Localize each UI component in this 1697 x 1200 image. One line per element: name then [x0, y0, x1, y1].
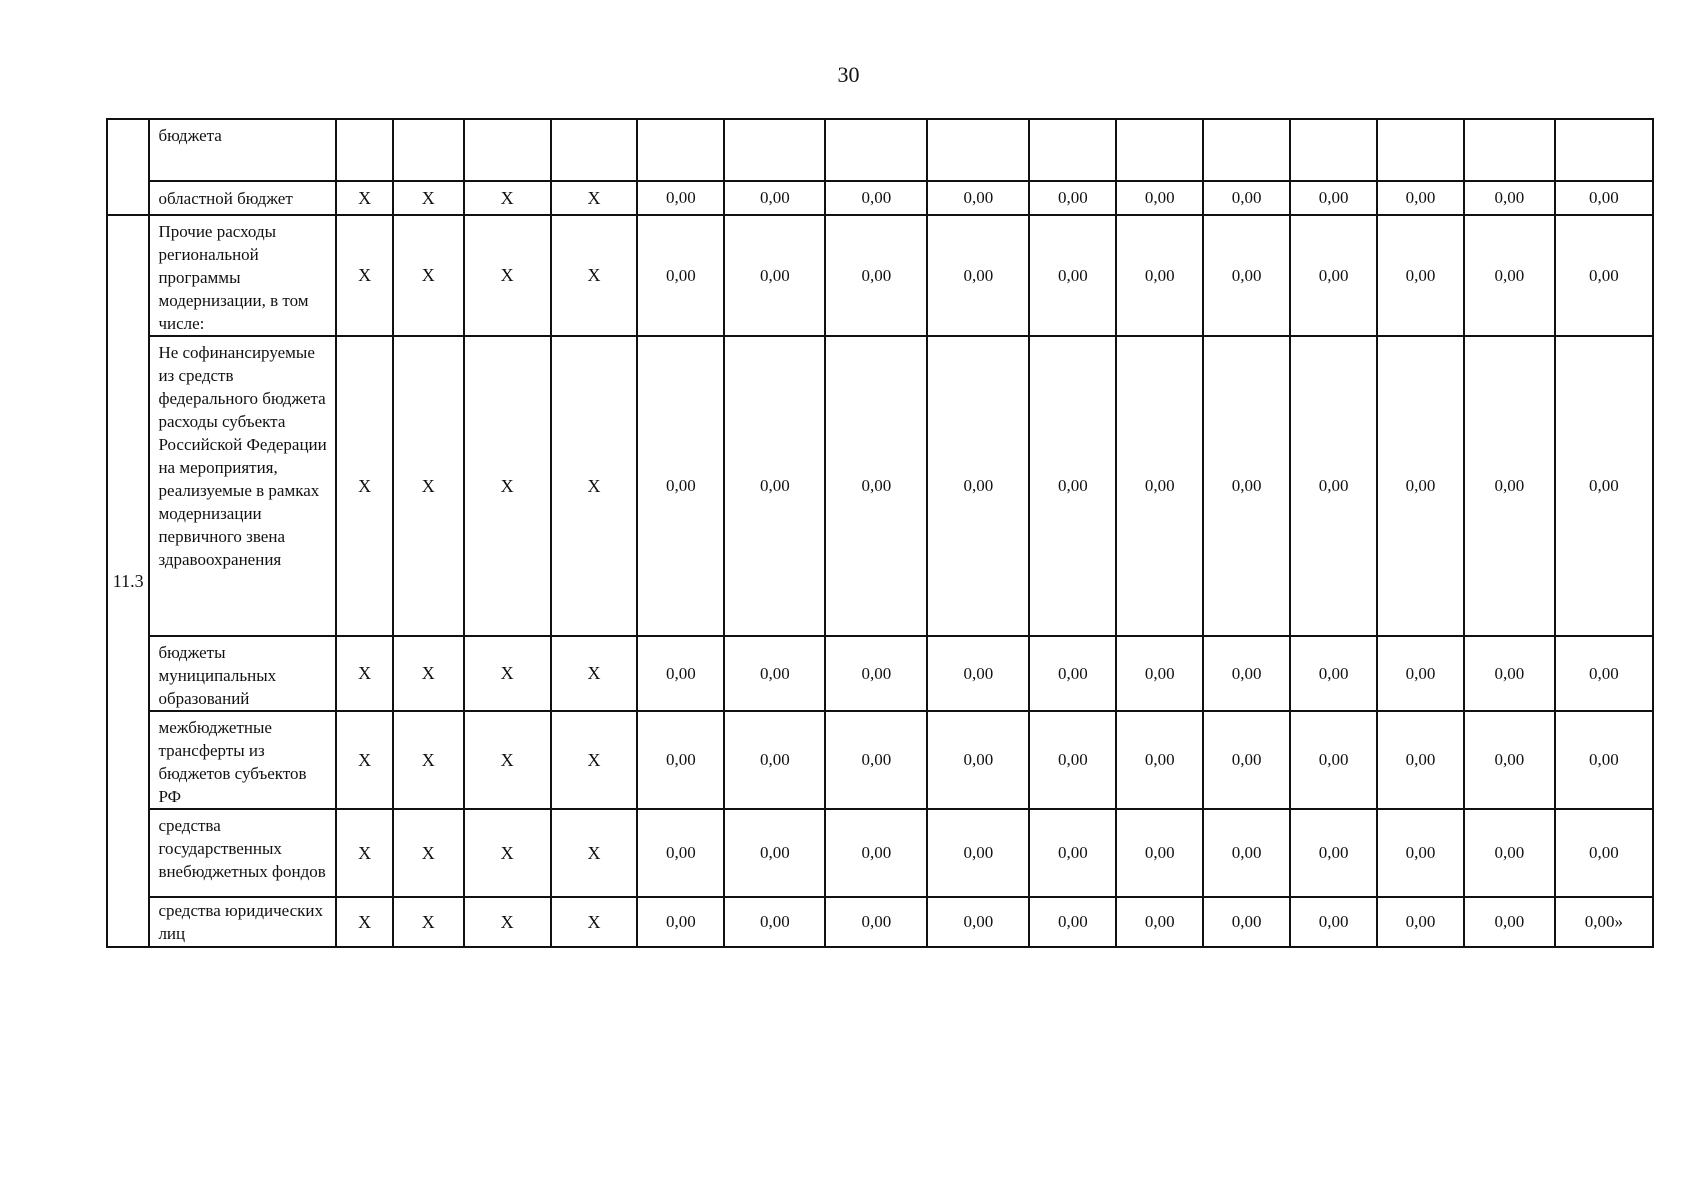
value-cell: 0,00: [1116, 711, 1203, 809]
value-cell: 0,00: [1555, 636, 1653, 711]
value-cell: 0,00: [1029, 711, 1116, 809]
value-cell: 0,00: [927, 636, 1029, 711]
value-cell: 0,00: [724, 809, 825, 897]
value-cell: 0,00: [927, 181, 1029, 215]
value-cell: 0,00: [1029, 336, 1116, 636]
value-cell: 0,00: [1203, 636, 1290, 711]
value-cell: 0,00: [724, 897, 825, 947]
value-cell: 0,00: [637, 636, 724, 711]
value-cell: 0,00: [1116, 897, 1203, 947]
value-cell: 0,00: [724, 636, 825, 711]
value-cell: 0,00: [1029, 809, 1116, 897]
table-row: [107, 636, 1653, 711]
value-cell: 0,00: [1203, 897, 1290, 947]
value-cell: 0,00: [1464, 215, 1555, 336]
value-cell: 0,00: [825, 181, 927, 215]
row-label: средства государственных внебюджетных фондов: [149, 809, 336, 897]
value-cell: 0,00: [1029, 215, 1116, 336]
empty-cell: [1290, 119, 1377, 181]
row-label: Не софинансируемые из средств федерального бюджета расходы субъекта Российской Федерации на мероприятия, реализуемые в рамках модернизации первичного звена здравоохранения: [149, 336, 336, 636]
table-row: [107, 336, 1653, 636]
value-cell: 0,00: [637, 897, 724, 947]
table-row: [107, 119, 1653, 181]
value-cell: 0,00: [927, 897, 1029, 947]
value-cell: 0,00: [1203, 215, 1290, 336]
x-mark-cell: X: [464, 809, 551, 897]
value-cell: 0,00: [927, 215, 1029, 336]
row-label: межбюджетные трансферты из бюджетов субъектов РФ: [149, 711, 336, 809]
value-cell: 0,00: [1116, 181, 1203, 215]
x-mark-cell: X: [393, 711, 464, 809]
row-label: средства юридических лиц: [149, 897, 336, 947]
x-mark-cell: X: [464, 215, 551, 336]
empty-cell: [724, 119, 825, 181]
row-label: Прочие расходы региональной программы модернизации, в том числе:: [149, 215, 336, 336]
x-mark-cell: X: [393, 809, 464, 897]
x-mark-cell: X: [464, 181, 551, 215]
value-cell: 0,00: [1203, 809, 1290, 897]
value-cell: 0,00: [825, 711, 927, 809]
value-cell: 0,00: [1377, 215, 1464, 336]
empty-cell: [927, 119, 1029, 181]
x-mark-cell: X: [551, 636, 638, 711]
empty-cell: [637, 119, 724, 181]
table-row: [107, 215, 1653, 336]
value-cell: 0,00: [1464, 181, 1555, 215]
value-cell: 0,00: [1290, 636, 1377, 711]
empty-cell: [464, 119, 551, 181]
value-cell: 0,00: [1555, 215, 1653, 336]
x-mark-cell: X: [336, 336, 393, 636]
value-cell: 0,00: [1464, 336, 1555, 636]
value-cell: 0,00: [1377, 336, 1464, 636]
value-cell: 0,00: [1290, 897, 1377, 947]
x-mark-cell: X: [336, 897, 393, 947]
empty-cell: [1464, 119, 1555, 181]
value-cell: 0,00: [637, 181, 724, 215]
x-mark-cell: X: [551, 215, 638, 336]
row-number: 11.3: [107, 215, 149, 947]
table-row: [107, 711, 1653, 809]
value-cell: 0,00: [825, 809, 927, 897]
empty-cell: [1377, 119, 1464, 181]
value-cell: 0,00: [637, 336, 724, 636]
x-mark-cell: X: [551, 711, 638, 809]
table-row: [107, 897, 1653, 947]
value-cell: 0,00: [1029, 897, 1116, 947]
x-mark-cell: X: [464, 636, 551, 711]
value-cell: 0,00: [825, 897, 927, 947]
value-cell: 0,00: [927, 711, 1029, 809]
value-cell: 0,00: [825, 215, 927, 336]
empty-cell: [825, 119, 927, 181]
value-cell: 0,00: [724, 336, 825, 636]
value-cell: 0,00: [1377, 181, 1464, 215]
empty-cell: [336, 119, 393, 181]
table-row: [107, 181, 1653, 215]
value-cell: 0,00: [724, 711, 825, 809]
x-mark-cell: X: [336, 711, 393, 809]
x-mark-cell: X: [336, 636, 393, 711]
value-cell: 0,00: [1464, 809, 1555, 897]
value-cell: 0,00: [724, 181, 825, 215]
x-mark-cell: X: [464, 711, 551, 809]
empty-cell: [393, 119, 464, 181]
table-row: [107, 809, 1653, 897]
value-cell: 0,00: [1203, 336, 1290, 636]
row-number-cell: [107, 119, 149, 215]
value-cell: 0,00: [1290, 336, 1377, 636]
value-cell: 0,00: [1290, 215, 1377, 336]
x-mark-cell: X: [393, 215, 464, 336]
x-mark-cell: X: [393, 897, 464, 947]
empty-cell: [551, 119, 638, 181]
value-cell: 0,00: [1116, 215, 1203, 336]
x-mark-cell: X: [393, 181, 464, 215]
value-cell: 0,00: [1029, 181, 1116, 215]
empty-cell: [1116, 119, 1203, 181]
row-label: бюджета: [149, 119, 336, 181]
budget-table: [106, 118, 1654, 948]
value-cell: 0,00: [1290, 711, 1377, 809]
x-mark-cell: X: [336, 809, 393, 897]
value-cell: 0,00: [1116, 636, 1203, 711]
value-cell: 0,00: [1116, 336, 1203, 636]
x-mark-cell: X: [393, 636, 464, 711]
x-mark-cell: X: [393, 336, 464, 636]
value-cell: 0,00: [724, 215, 825, 336]
value-cell: 0,00: [825, 636, 927, 711]
value-cell: 0,00: [1203, 181, 1290, 215]
x-mark-cell: X: [464, 897, 551, 947]
x-mark-cell: X: [336, 215, 393, 336]
value-cell: 0,00: [1555, 336, 1653, 636]
value-cell: 0,00: [1203, 711, 1290, 809]
value-cell: 0,00: [927, 336, 1029, 636]
value-cell: 0,00: [1377, 636, 1464, 711]
value-cell: 0,00: [637, 711, 724, 809]
budget-table-body: [107, 119, 1653, 947]
empty-cell: [1555, 119, 1653, 181]
row-label: бюджеты муниципальных образований: [149, 636, 336, 711]
value-cell: 0,00: [1555, 181, 1653, 215]
x-mark-cell: X: [551, 897, 638, 947]
x-mark-cell: X: [464, 336, 551, 636]
value-cell: 0,00: [1555, 809, 1653, 897]
value-cell: 0,00: [1377, 711, 1464, 809]
value-cell: 0,00: [1464, 636, 1555, 711]
value-cell: 0,00: [1464, 711, 1555, 809]
row-label: областной бюджет: [149, 181, 336, 215]
value-cell: 0,00: [1464, 897, 1555, 947]
value-cell: 0,00: [637, 809, 724, 897]
value-cell: 0,00: [1290, 809, 1377, 897]
value-cell: 0,00»: [1555, 897, 1653, 947]
value-cell: 0,00: [825, 336, 927, 636]
x-mark-cell: X: [551, 181, 638, 215]
value-cell: 0,00: [1029, 636, 1116, 711]
value-cell: 0,00: [1377, 809, 1464, 897]
value-cell: 0,00: [1290, 181, 1377, 215]
x-mark-cell: X: [551, 809, 638, 897]
value-cell: 0,00: [637, 215, 724, 336]
empty-cell: [1203, 119, 1290, 181]
page-number: 30: [837, 62, 860, 87]
x-mark-cell: X: [336, 181, 393, 215]
value-cell: 0,00: [1377, 897, 1464, 947]
value-cell: 0,00: [927, 809, 1029, 897]
x-mark-cell: X: [551, 336, 638, 636]
empty-cell: [1029, 119, 1116, 181]
value-cell: 0,00: [1555, 711, 1653, 809]
value-cell: 0,00: [1116, 809, 1203, 897]
